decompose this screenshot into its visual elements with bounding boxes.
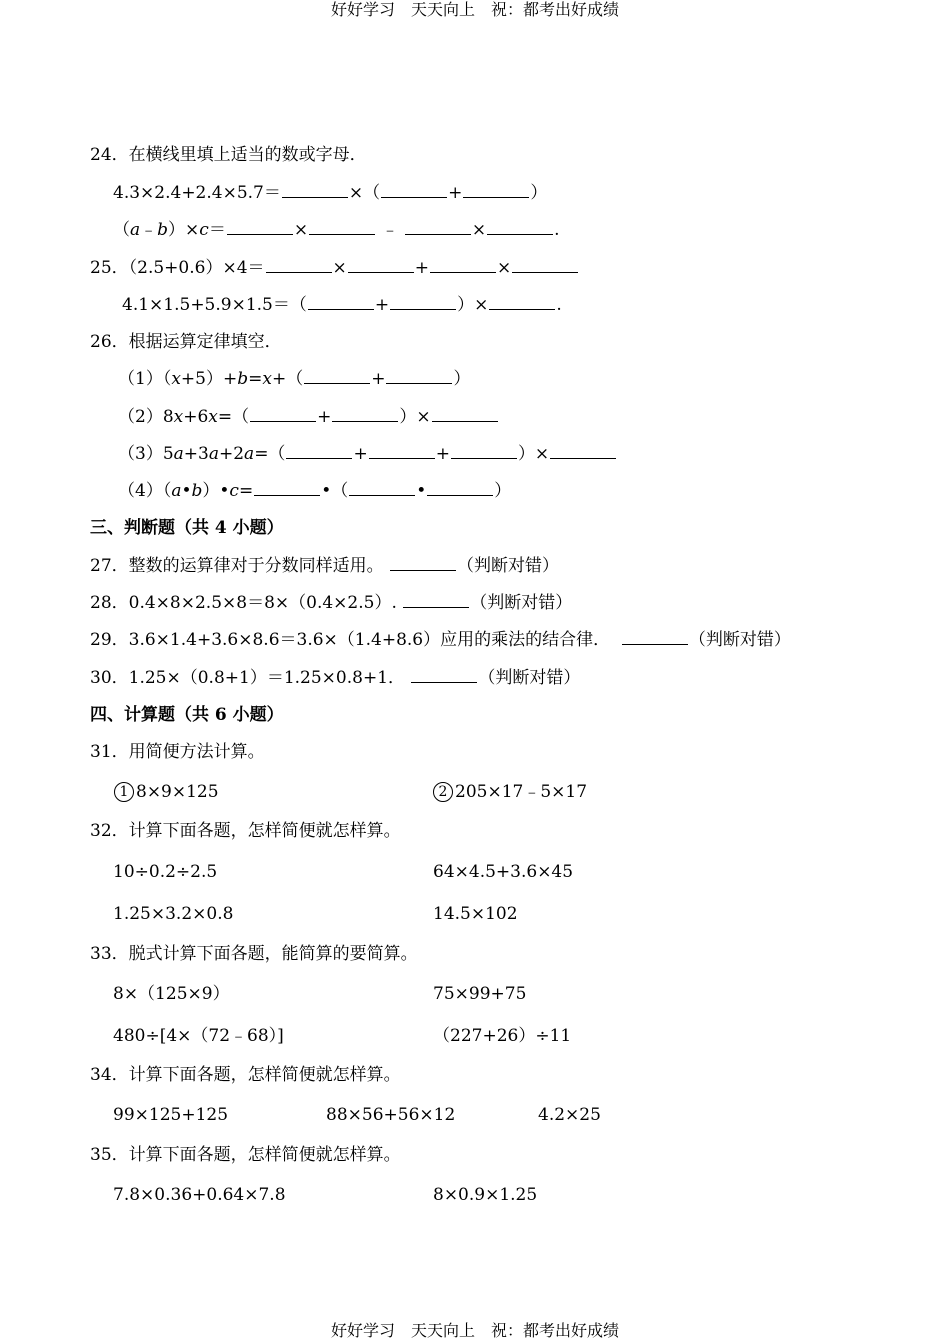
answer-blank[interactable] (451, 443, 517, 459)
answer-blank[interactable] (489, 294, 555, 310)
section-3-title: 三、判断题（共 4 小题） (90, 518, 284, 538)
answer-blank[interactable] (250, 406, 316, 422)
answer-blank[interactable] (430, 257, 496, 273)
circled-number-2: 2 (433, 782, 453, 802)
answer-blank[interactable] (411, 667, 477, 683)
answer-blank[interactable] (349, 480, 415, 496)
answer-blank[interactable] (266, 257, 332, 273)
answer-blank[interactable] (512, 257, 578, 273)
answer-blank[interactable] (369, 443, 435, 459)
answer-blank[interactable] (487, 219, 553, 235)
question-28: 28．0.4×8×2.5×8＝8×（0.4×2.5）. （判断对错） (90, 593, 573, 613)
answer-blank[interactable] (254, 480, 320, 496)
question-27: 27．整数的运算律对于分数同样适用。 （判断对错） (90, 556, 560, 576)
page-footer: 好好学习 天天向上 祝：都考出好成绩 (330, 1321, 619, 1340)
answer-blank[interactable] (332, 406, 398, 422)
section-4-title: 四、计算题（共 6 小题） (90, 705, 284, 725)
answer-blank[interactable] (432, 406, 498, 422)
question-35-expr-2: 8×0.9×1.25 (433, 1185, 538, 1205)
question-34-expr-3: 4.2×25 (538, 1105, 601, 1125)
question-26-part-1: （1）（x+5）+b=x+（ + ） (118, 369, 471, 389)
answer-blank[interactable] (308, 294, 374, 310)
question-25-line-1: 25．（2.5+0.6）×4＝ × + × (90, 257, 579, 279)
question-32-title: 32．计算下面各题，怎样简便就怎样算。 (90, 821, 401, 841)
question-32-expr-1: 10÷0.2÷2.5 (113, 862, 218, 882)
answer-blank[interactable] (390, 294, 456, 310)
circled-number-1: 1 (114, 782, 134, 802)
question-31-expr-2: 2 205×17﹣5×17 (433, 781, 587, 803)
answer-blank[interactable] (309, 219, 375, 235)
answer-blank[interactable] (403, 592, 469, 608)
answer-blank[interactable] (227, 219, 293, 235)
answer-blank[interactable] (463, 182, 529, 198)
question-34-title: 34．计算下面各题，怎样简便就怎样算。 (90, 1065, 401, 1085)
question-24-line-2: （a﹣b）×c＝ × ﹣ × . (113, 220, 560, 240)
question-25-line-2: 4.1×1.5+5.9×1.5＝（ + ）× . (122, 295, 562, 315)
question-32-expr-3: 1.25×3.2×0.8 (113, 904, 234, 924)
question-33-expr-2: 75×99+75 (433, 984, 527, 1004)
answer-blank[interactable] (348, 257, 414, 273)
question-30: 30．1.25×（0.8+1）＝1.25×0.8+1． （判断对错） (90, 668, 581, 688)
question-33-expr-4: （227+26）÷11 (433, 1026, 572, 1046)
answer-blank[interactable] (304, 368, 370, 384)
question-34-expr-2: 88×56+56×12 (326, 1105, 456, 1125)
question-35-expr-1: 7.8×0.36+0.64×7.8 (113, 1185, 286, 1205)
question-32-expr-2: 64×4.5+3.6×45 (433, 862, 574, 882)
question-24-line-1: 4.3×2.4+2.4×5.7＝ ×（ + ） (113, 183, 548, 203)
answer-blank[interactable] (405, 219, 471, 235)
question-35-title: 35．计算下面各题，怎样简便就怎样算。 (90, 1145, 401, 1165)
answer-blank[interactable] (282, 182, 348, 198)
answer-blank[interactable] (286, 443, 352, 459)
question-26-part-3: （3）5a+3a+2a=（ + + ）× (118, 443, 617, 465)
question-24-title: 24．在横线里填上适当的数或字母． (90, 145, 367, 165)
answer-blank[interactable] (550, 443, 616, 459)
page-header: 好好学习 天天向上 祝：都考出好成绩 (330, 0, 619, 19)
question-26-title: 26．根据运算定律填空． (90, 332, 282, 352)
answer-blank[interactable] (386, 368, 452, 384)
question-33-expr-1: 8×（125×9） (113, 984, 230, 1004)
question-33-expr-3: 480÷[4×（72﹣68）] (113, 1026, 284, 1046)
answer-blank[interactable] (390, 555, 456, 571)
question-33-title: 33．脱式计算下面各题，能简算的要简算。 (90, 944, 418, 964)
question-31-expr-1: 1 8×9×125 (114, 781, 219, 803)
question-32-expr-4: 14.5×102 (433, 904, 518, 924)
answer-blank[interactable] (381, 182, 447, 198)
question-31-title: 31．用简便方法计算。 (90, 742, 265, 762)
answer-blank[interactable] (427, 480, 493, 496)
question-34-expr-1: 99×125+125 (113, 1105, 229, 1125)
question-26-part-4: （4）（a•b）•c= •（ • ） (118, 481, 512, 501)
question-29: 29．3.6×1.4+3.6×8.6＝3.6×（1.4+8.6）应用的乘法的结合律． （判断对错） (90, 630, 791, 650)
answer-blank[interactable] (622, 629, 688, 645)
question-26-part-2: （2）8x+6x=（ + ）× (118, 406, 499, 428)
